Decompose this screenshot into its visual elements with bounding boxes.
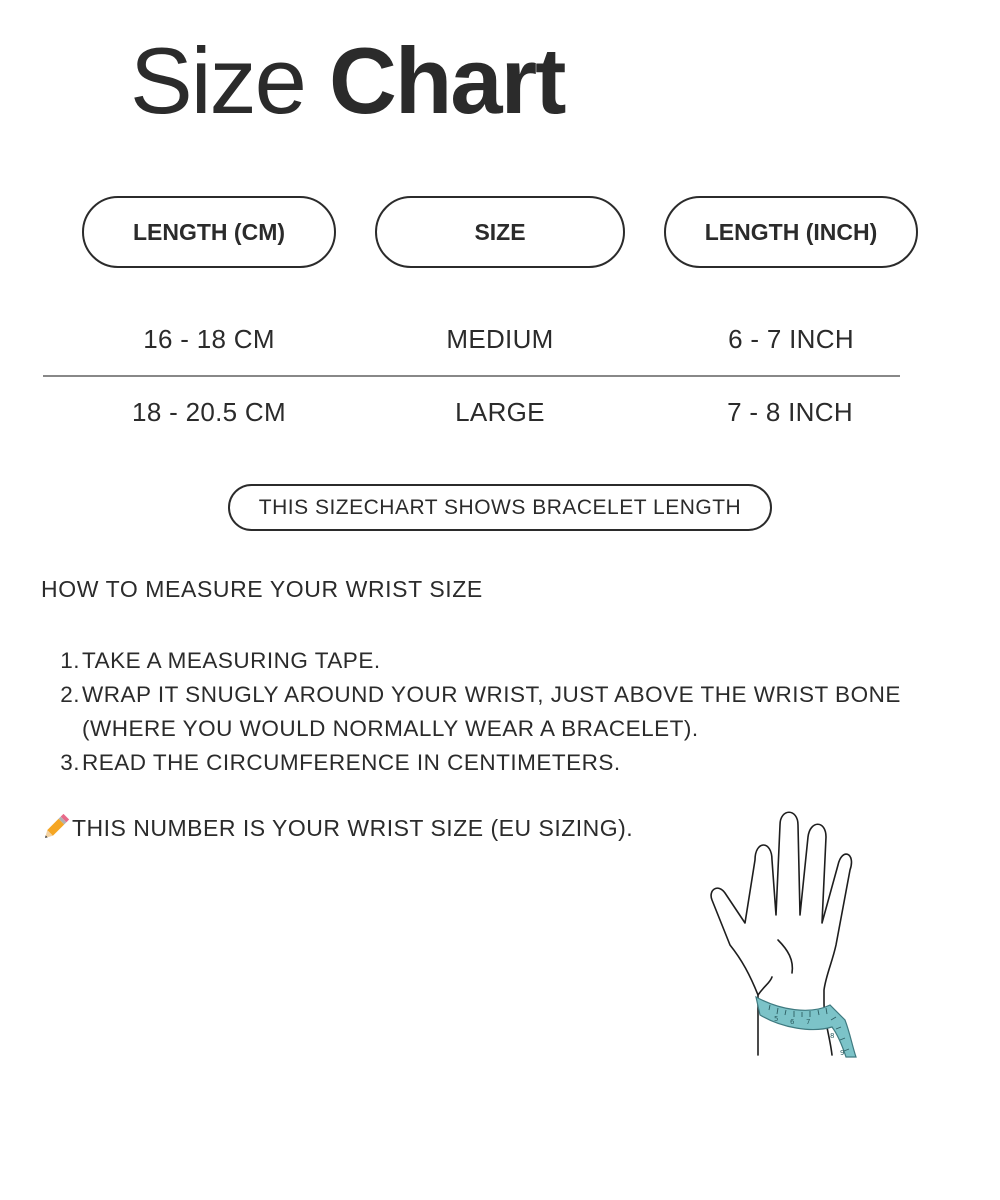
list-item bbox=[41, 678, 996, 746]
tape-label: 8 bbox=[830, 1032, 835, 1040]
tape-label: 6 bbox=[790, 1018, 795, 1026]
step-number: 1. bbox=[60, 648, 80, 673]
step-text: TAKE A MEASURING TAPE. bbox=[82, 648, 381, 673]
bracelet-length-note: THIS SIZECHART SHOWS BRACELET LENGTH bbox=[228, 484, 772, 531]
list-item bbox=[41, 644, 996, 678]
how-to-steps bbox=[41, 644, 996, 780]
tape-label: 5 bbox=[774, 1015, 779, 1023]
row-divider bbox=[43, 375, 900, 377]
row-large-cm: 18 - 20.5 CM bbox=[132, 397, 286, 427]
tape-label: 9 bbox=[840, 1049, 845, 1057]
page-title bbox=[130, 28, 565, 133]
header-size: SIZE bbox=[375, 196, 625, 268]
title-light: Size bbox=[130, 28, 305, 133]
wrist-size-note-text: THIS NUMBER IS YOUR WRIST SIZE (EU SIZING). bbox=[72, 814, 634, 841]
tape-label: 7 bbox=[806, 1018, 811, 1026]
header-length-inch: LENGTH (INCH) bbox=[664, 196, 918, 268]
step-text: READ THE CIRCUMFERENCE IN CENTIMETERS. bbox=[82, 750, 621, 775]
row-large-inch: 7 - 8 INCH bbox=[727, 397, 853, 427]
wrist-size-note bbox=[40, 814, 633, 842]
step-number: 3. bbox=[60, 750, 80, 775]
pencil-icon bbox=[40, 814, 70, 842]
hand-with-measuring-tape-illustration bbox=[700, 805, 870, 1060]
list-item bbox=[41, 746, 996, 780]
step-text: WRAP IT SNUGLY AROUND YOUR WRIST, JUST ABOVE THE WRIST BONE (WHERE YOU WOULD NORMALLY WEAR A BRACELET). bbox=[82, 682, 901, 741]
row-medium-inch: 6 - 7 INCH bbox=[728, 324, 854, 354]
row-medium-size: MEDIUM bbox=[446, 324, 554, 354]
row-large-size: LARGE bbox=[455, 397, 545, 427]
header-length-cm: LENGTH (CM) bbox=[82, 196, 336, 268]
step-number: 2. bbox=[60, 682, 80, 707]
how-to-heading: HOW TO MEASURE YOUR WRIST SIZE bbox=[41, 576, 483, 602]
title-bold: Chart bbox=[328, 28, 565, 133]
row-medium-cm: 16 - 18 CM bbox=[143, 324, 275, 354]
